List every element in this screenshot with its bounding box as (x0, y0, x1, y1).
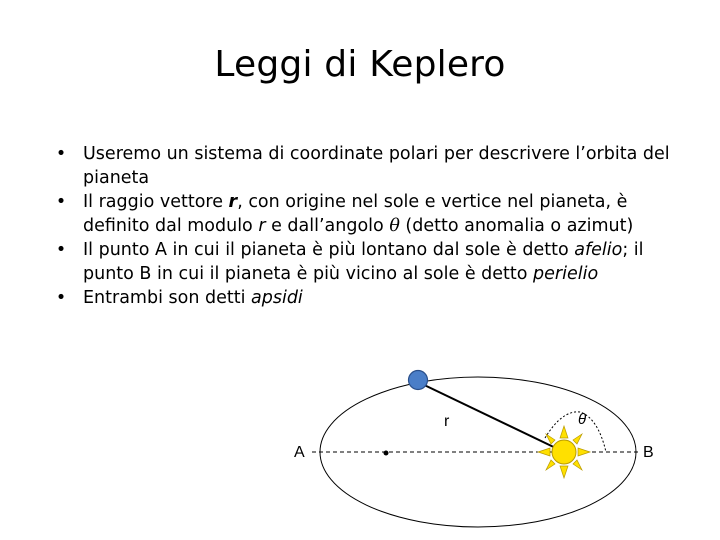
bullet-dot-icon: • (55, 240, 67, 260)
bullet-text: ; il punto B in cui il pianeta è più vicino al sole è detto (83, 240, 644, 284)
perihelion-label: B (643, 444, 654, 461)
bullet-text: Il raggio vettore (83, 192, 229, 212)
radius-vector-symbol: r (228, 192, 238, 212)
theta-label: θ (578, 411, 587, 428)
bullet-text: e dall’angolo (265, 216, 390, 236)
planet-icon (409, 371, 428, 390)
bullet-text: Il punto A in cui il pianeta è più lontano dal sole è detto (83, 240, 575, 260)
theta-symbol: θ (389, 216, 400, 236)
radius-vector-line (418, 382, 564, 452)
bullet-dot-icon: • (55, 192, 67, 212)
sun-icon (538, 426, 590, 478)
aphelion-label: A (294, 444, 305, 461)
ellipse-center-dot (384, 451, 389, 456)
apsides-term: apsidi (251, 288, 303, 308)
radius-label: r (444, 413, 450, 430)
bullet-text: Useremo un sistema di coordinate polari per descrivere l’orbita del pianeta (83, 144, 670, 188)
modulus-symbol: r (258, 216, 266, 236)
bullet-text: Entrambi son detti (83, 288, 252, 308)
bullet-dot-icon: • (55, 144, 67, 164)
bullet-text: (detto anomalia o azimut) (399, 216, 634, 236)
slide-title: Leggi di Keplero (214, 44, 506, 85)
bullet-dot-icon: • (55, 288, 67, 308)
bullet-text: , con origine nel sole e vertice nel pianeta, è definito dal modulo (83, 192, 628, 236)
aphelion-term: afelio (574, 240, 623, 260)
perihelion-term: perielio (533, 264, 599, 284)
